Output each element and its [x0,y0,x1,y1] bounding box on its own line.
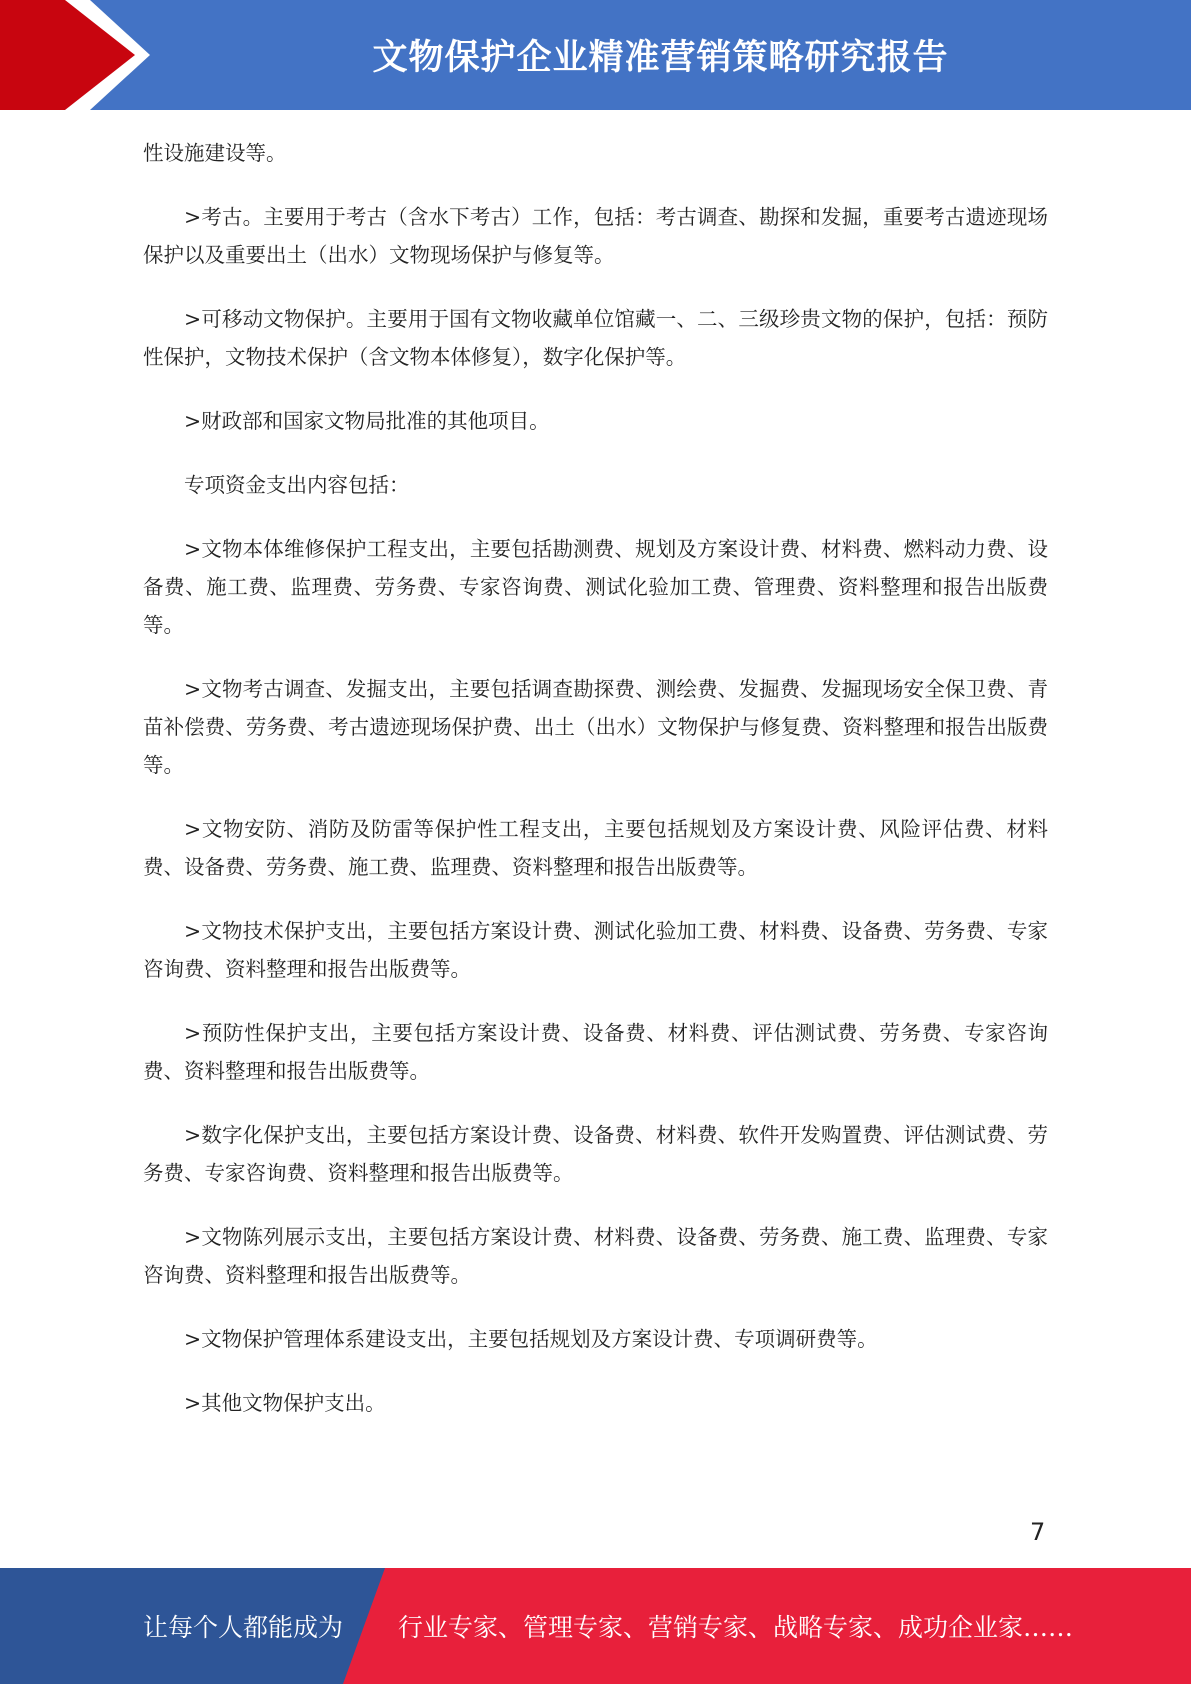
paragraph-continuation: 性设施建设等。 [143,141,287,165]
paragraph-expenditure-intro: 专项资金支出内容包括： [184,473,410,497]
footer-slogan-left: 让每个人都能成为 [143,1613,344,1642]
paragraph-digital-expense: >数字化保护支出，主要包括方案设计费、设备费、材料费、软件开发购置费、评估测试费、劳务费、专家咨询费、资料整理和报告出版费等。 [143,1123,1048,1185]
paragraph-archaeology: >考古。主要用于考古（含水下考古）工作，包括：考古调查、勘探和发掘，重要考古遗迹现场保护以及重要出土（出水）文物现场保护与修复等。 [143,205,1048,267]
page-header [0,0,1191,110]
paragraph-management-expense: >文物保护管理体系建设支出，主要包括规划及方案设计费、专项调研费等。 [184,1327,878,1351]
paragraph-preventive-expense: >预防性保护支出，主要包括方案设计费、设备费、材料费、评估测试费、劳务费、专家咨询费、资料整理和报告出版费等。 [143,1021,1048,1083]
paragraph-exhibition-expense: >文物陈列展示支出，主要包括方案设计费、材料费、设备费、劳务费、施工费、监理费、专家咨询费、资料整理和报告出版费等。 [143,1225,1048,1287]
footer-slogan-right: 行业专家、管理专家、营销专家、战略专家、成功企业家…… [398,1613,1074,1642]
document-body [143,134,1048,1448]
paragraph-security-expense: >文物安防、消防及防雷等保护性工程支出，主要包括规划及方案设计费、风险评估费、材料费、设备费、劳务费、施工费、监理费、资料整理和报告出版费等。 [143,817,1048,879]
report-title: 文物保护企业精准营销策略研究报告 [372,38,949,78]
paragraph-technical-expense: >文物技术保护支出，主要包括方案设计费、测试化验加工费、材料费、设备费、劳务费、专家咨询费、资料整理和报告出版费等。 [143,919,1048,981]
paragraph-other-projects: >财政部和国家文物局批准的其他项目。 [184,409,550,433]
page-number: 7 [1030,1518,1046,1546]
paragraph-excavation-expense: >文物考古调查、发掘支出，主要包括调查勘探费、测绘费、发掘费、发掘现场安全保卫费、青苗补偿费、劳务费、考古遗迹现场保护费、出土（出水）文物保护与修复费、资料整理和报告出版费等。 [143,677,1048,777]
paragraph-maintenance-expense: >文物本体维修保护工程支出，主要包括勘测费、规划及方案设计费、材料费、燃料动力费、设备费、施工费、监理费、劳务费、专家咨询费、测试化验加工费、管理费、资料整理和报告出版费等。 [143,537,1048,637]
paragraph-movable-relics: >可移动文物保护。主要用于国有文物收藏单位馆藏一、二、三级珍贵文物的保护，包括：预防性保护，文物技术保护（含文物本体修复），数字化保护等。 [143,307,1048,369]
paragraph-other-expense: >其他文物保护支出。 [184,1391,386,1415]
